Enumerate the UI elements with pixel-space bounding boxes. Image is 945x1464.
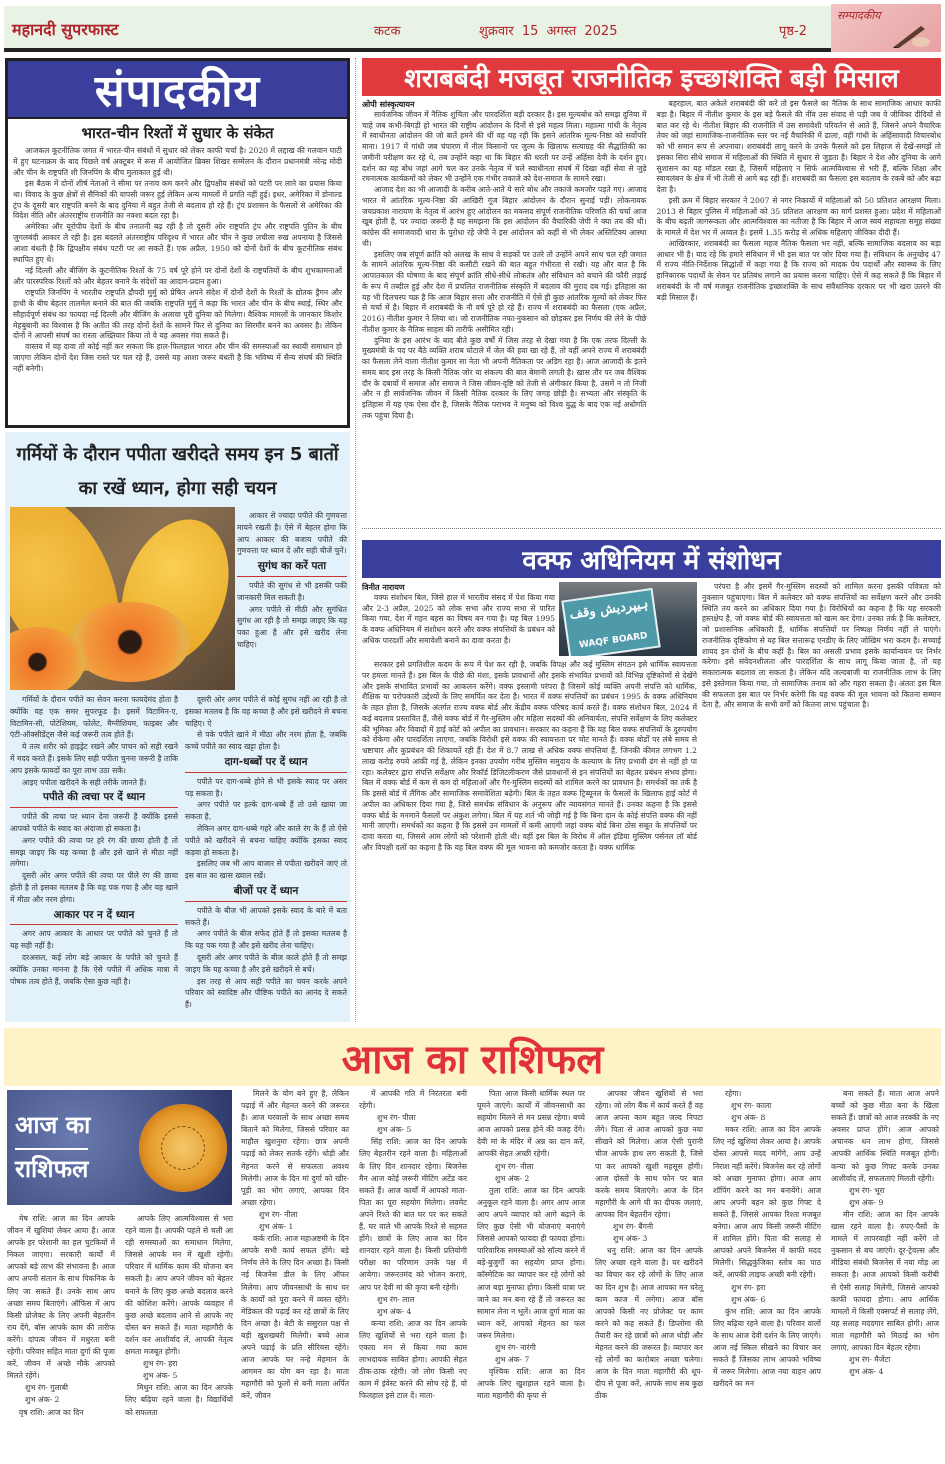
lucky-number: शुभ अंक- 1 (259, 1222, 294, 1232)
lucky-color: शुभ रंग- गुलाबी (25, 1383, 68, 1393)
lucky-number: शुभ अंक- 4 (849, 1367, 884, 1377)
waqf-signboard (561, 588, 660, 656)
section-heading-spots: दाग-धब्बों पर दें ध्यान (185, 753, 347, 773)
paragraph: नई दिल्ली और बीजिंग के कूटनीतिक रिश्तों के 75 वर्ष पूरे होने पर दोनों देशों के राष्ट्रपतियों के बीच शुभकामनाओं और पारस्परिक रिश्तों को और बेहतर बनाने के संदेशों का आदान-प्रदान हुआ। (13, 265, 342, 286)
paragraph: दूसरी ओर अगर पपीते से कोई सुगंध नहीं आ रही है तो इसका मतलब है कि वह कच्चा है और इसे खरीदने से बचना चाहिए। ऐ (185, 695, 347, 728)
page-number: पृष्ठ-2 (779, 24, 808, 39)
paragraph: ये तत्व शरीर को हाइड्रेट रखने और पाचन को सही रखने में मदद करते हैं। इसके लिए सही पपीता चुनना जरूरी है ताकि आप इसके फायदों का पूरा लाभ उठा सकें। (10, 742, 178, 775)
horoscope-banner (4, 1028, 941, 1086)
paragraph: इस तरह से आप सही पपीते का चयन करके अपने परिवार को स्वादिष्ट और पौष्टिक पपीते का आनंद दे सकते हैं। (185, 976, 347, 1010)
paragraph: पपीते की सुगंध से भी इसकी पकी जानकारी मिल सकती है। (237, 580, 347, 602)
paragraph: से पके पपीते खाने में मीठा और नरम होता है, जबकि कच्चे पपीते का स्वाद खट्टा होता है। (185, 730, 347, 752)
liquor-ban-banner (362, 58, 941, 96)
horoscope-entry: आपका जीवन खुशियों से भरा रहेगा। जो लोग बैंक में कार्य करते हैं वह आज अपना काम बहुत जल्द निपटा लेंगे। पिता से आज आपको कुछ नया सीखने को मिलेगा। आज ऐसी पुरानी चीज आपके हाथ लग सकती है, जिसे पा कर आपको खुशी महसूस होगी। आज दोस्तों के साथ फोन पर बात करके समय बिताएंगे। आज के दिन महागौरी के आगे घी का दीपक जलाएं, आपका दिन बेहतरीन रहेगा। (595, 1089, 703, 1219)
horoscope-entry: कन्या राशि: आज का दिन आपके लिए खुशियों से भरा रहने वाला है। एकाग्र मन से किया गया काम लाभदायक साबित होगा। आपकी सेहत ठीक-ठाक रहेगी। जो लोग किसी नए काम में इंवेस्ट करने की सोच रहे हैं, वो फिलहाल इसे टाल दें। माता- (359, 1318, 467, 1401)
liquor-ban-article (362, 58, 941, 523)
horoscope-entry: कुंभ राशि: आज का दिन आपके लिए बढ़िया रहने वाला है। परिवार वालों के साथ आज देवी दर्शन के लिए जाएंगे। आज नई स्किल सीखने का विचार कर सकते हैं जिसका लाभ आपको भविष्य में जरूर मिलेगा। आज नया वाहन आप खरीदने का मन (713, 1306, 821, 1389)
horoscope-entry: तुला राशि: आज का दिन आपके अनुकूल रहने वाला है। अगर आप आज आप अपने व्यापार को आगे बढ़ाने के लिए कुछ ऐसी भी योजनाएं बनाएंगे जिससे आपको फायदा ही फायदा होगा। पारिवारिक समस्याओं को सॉल्व करने में बड़े-बुजुर्गों का सहयोग प्राप्त होगा। कॉस्मेटिक का व्यापार कर रहे लोगों को आज बड़ा मुनाफा होगा। किसी यात्रा पर जाने का मन बना रहे हैं तो जरूरत का सामान लेना न भूलें। आज दुर्गा माता का ध्यान करें, आपको मेहनत का फल जरूर मिलेगा। (477, 1185, 585, 1340)
paragraph: दरअसल, कई लोग बड़े आकार के पपीते को चुनते हैं क्योंकि उनका मानना है कि ऐसे पपीते में अधिक मात्रा में पोषक तत्व होते हैं, जबकि ऐसा कुछ नहीं है। (10, 952, 178, 986)
paragraph: आखिरकार, शराबबंदी का फैसला महज नैतिक फैसला भर नहीं, बल्कि सामाजिक बदलाव का बड़ा आधार भी है। याद रहे कि हमारे संविधान में भी इस बात पर जोर दिया गया है। संविधान के अनुच्छेद 47 में राज्य नीति-निर्देशक सिद्धांतों में कहा गया है कि राज्य को मादक पेय पदार्थों और स्वास्थ्य के लिए हानिकारक पदार्थों के सेवन पर प्रतिबंध लगाने का प्रयास करना चाहिए। ऐसे में कह सकते हैं कि बिहार में शराबबंदी के नौ वर्ष मजबूत राजनीतिक इच्छाशक्ति के साथ संवैधानिक दरकार पर भी खरा उतरने की बड़ी मिसाल हैं। (656, 238, 941, 302)
paragraph: अगर पपीते के बीज सफेद होते हैं तो इसका मतलब है कि यह पक गया है और इसे खरीद लेना चाहिए। (185, 929, 347, 951)
section-heading-size: आकार पर न दें ध्यान (10, 906, 178, 926)
lucky-color: शुभ रंग- नीला (495, 1161, 534, 1171)
horoscope-entry: सिंह राशि: आज का दिन आपके लिए बेहतरीन रहने वाला है। महिलाओं के लिए दिन शानदार रहेगा। बिजनेस मैन आज कोई जरूरी मीटिंग अटेंड कर सकते हैं। आज कार्यों में आपको माता-पिता का पूरा सहयोग मिलेगा। लवमेट अपने रिश्ते की बात घर पर कर सकते हैं, घर वाले भी आपके रिश्ते से सहमत होंगे। छात्रों के लिए आज का दिन शानदार रहने वाला है। किसी प्रतियोगी परीक्षा का परिणाम उनके पक्ष में आयेगा। जरूरतमंद को भोजन कराएं, आप पर देवी मां की कृपा बनी रहेगी। (359, 1137, 467, 1292)
horoscope-entry: मिथुन राशि: आज का दिन आपके लिए बढ़िया रहने वाला है। विद्यार्थियों को सफलता (125, 1383, 233, 1417)
paragraph: वक्फ संशोधन बिल, जिसे हाल में भारतीय संसद में पेश किया गया और 2-3 अप्रैल, 2025 को लोक सभा और राज्य सभा से पारित किया गया, देश में गहन बहस का विषय बन गया है। यह बिल 1995 के वक्फ अधिनियम में संशोधन करने और वक्फ संपत्तियों के प्रबंधन को अधिक पारदर्शी और समावेशी बनाने का दावा करता है। (362, 592, 555, 645)
masthead (4, 6, 941, 52)
paragraph: इसलिए जब संपूर्ण क्रांति को अलख के साथ वे सड़कों पर उतरे तो उन्होंने अपने साथ चल रही जमात के सामने आंतरिक मूल्य-निष्ठा की कसौटी रखने की बात बहुत गंभीरता से रखी। यह और बात है कि आपातकाल की घोषणा के बाद संपूर्ण क्रांति सीधे-सीधे लोकतंत्र और संविधान को बचाने की फौरी लड़ाई के रूप में तब्दील हुई और देश में प्रचलित राजनीतिक संस्कृति में बदलाव की मुराद दब गई। इतिहास का यह भी दिलचस्प चक्र है कि आज बिहार सत्ता और राजनीति में ऐसे ही कुछ आंतरिक मूल्यों को लेकर फिर से चर्चा में है। बिहार में शराबबंदी के नौ वर्ष पूरे हो रहे हैं। राज्य में शराबबंदी का फैसला (एक अप्रैल, 2016) नीतीश कुमार ने लिया था। जो राजनीतिक नफा-नुकसान को छोड़कर इस निर्णय की लेने के पीछे नीतीश कुमार के नैतिक साहस की तारीफें असीमित रही। (362, 249, 647, 334)
lucky-color: शुभ रंग- बैंगनी (613, 1222, 654, 1232)
editorial-article (5, 58, 350, 428)
section-divider (362, 528, 941, 529)
waqf-board-photo (559, 582, 697, 656)
paragraph: अगर आप आकार के आधार पर पपीते को चुनते हैं तो यह सही नहीं है। (10, 929, 178, 951)
horoscope-columns (7, 1088, 941, 1464)
byline: ओपी सांस्कृत्यायन (362, 99, 415, 109)
lucky-color: शुभ रंग- मैजेंटा (849, 1355, 891, 1365)
paragraph: पपीते के बीज भी आपको इसके स्वाद के बारे में बता सकते हैं। (185, 905, 347, 927)
paragraph: अगर पपीते की त्वचा पर हरे रंग की छाया होती है तो समझ जाइए कि यह कच्चा है और इसे खाने से मीठा नहीं लगेगा। (10, 835, 178, 869)
horoscope-entry: धनु राशि: आज का दिन आपके लिए अच्छा रहने वाला है। घर खरीदने का विचार कर रहे लोगों के लिए आज का दिन शुभ है। आज आपका मन घरेलू काम काज में लगेगा। आज बॉस आपको किसी नए प्रोजेक्ट पर काम करने को कह सकते हैं। डिप्लोमा की तैयारी कर रहे छात्रों को आज थोड़ी और मेहनत करने की जरूरत है। व्यापार कर रहे लोगों का कारोबार अच्छा चलेगा। आज के दिन माता महागौरी की धूप-दीप से पूजा करें, आपके साथ सब कुछ ठीक (595, 1246, 703, 1401)
editorial-headline: भारत-चीन रिश्तों में सुधार के संकेत (81, 124, 274, 142)
paragraph: सरकार इसे प्रगतिशील कदम के रूप में पेश कर रही है, जबकि विपक्ष और कई मुस्लिम संगठन इसे धार्मिक स्वायत्तता पर हमला मानते हैं। इस बिल के पीछे की मंशा, इसके प्रावधानों और इसके संभावित प्रभावों को विभिन्न दृष्टिकोणों से देखेंगे और इसके संभावित प्रभावों का आकलन करेंगे। वक्फ इस्लामी परंपरा है जिसमें कोई व्यक्ति अपनी संपत्ति को धार्मिक, शैक्षिक या परोपकारी उद्देश्यों के लिए समर्पित कर देता है। भारत में वक्फ संपत्तियों का प्रबंधन 1995 के वक्फ अधिनियम के तहत होता है, जिसके अंतर्गत राज्य वक्फ बोर्ड और केंद्रीय वक्फ परिषद कार्य करते हैं। वक्फ संशोधन बिल, 2024 में कई बदलाव प्रस्तावित हैं, जैसे वक्फ बोर्ड में गैर-मुस्लिम और महिला सदस्यों की अनिवार्यता, संपत्ति सर्वेक्षण के लिए कलेक्टर की भूमिका और विवादों में हाई कोर्ट को अपील का प्रावधान। सरकार का कहना है कि यह बिल वक्फ संपत्तियों के दुरुपयोग को रोकेगा और पारदर्शिता लाएगा, जबकि विरोधी इसे वक्फ की स्वायत्तता पर चोट मानते हैं। वक्फ बोर्डों पर लंबे समय से भ्रष्टाचार और कुप्रबंधन की शिकायतें रही हैं। देश में 8.7 लाख से अधिक वक्फ संपत्तियां हैं, जिनकी कीमत लगभग 1.2 लाख करोड़ रुपये आंकी गई है, लेकिन इनका उपयोग गरीब मुस्लिम समुदाय के कल्याण के लिए प्रभावी ढंग से नहीं हो पा रहा। कलेक्टर द्वारा संपत्ति सर्वेक्षण और रिकॉर्ड डिजिटलीकरण जैसे प्रावधानों से इन संपत्तियों का बेहतर प्रबंधन संभव होगा। बिल में वक्फ बोर्ड में कम से कम दो महिलाओं और गैर-मुस्लिम सदस्यों को शामिल करने का प्रावधान है। समर्थकों का तर्क है कि इससे बोर्ड में लैंगिक और सामाजिक समावेशिता बढ़ेगी। बिल के तहत वक्फ ट्रिब्यूनल के फैसलों के खिलाफ हाई कोर्ट में अपील का अधिकार दिया गया है, जिसे समर्थक संविधान के अनुरूप और न्यायसंगत मानते हैं। उनका कहना है कि इससे वक्फ बोर्ड के मनमाने फैसलों पर अंकुश लगेगा। बिल में यह शर्त भी जोड़ी गई है कि बिना दान के कोई संपत्ति वक्फ की नहीं मानी जाएगी। समर्थकों का कहना है कि इससे उन मामलों में कमी आएगी जहां वक्फ बोर्ड बिना ठोस सबूत के संपत्तियों पर दावा करता था, जिससे आम लोगों को परेशानी होती थी। वहीं इस बिल के विरोध में ऑल इंडिया मुस्लिम पर्सनल लॉ बोर्ड और विपक्षी दलों का कहना है कि यह बिल वक्फ की मूल भावना को कमजोर करता है। वक्फ धार्मिक (362, 660, 697, 852)
horoscope-column (595, 1088, 703, 1402)
lucky-number: शुभ अंक- 2 (495, 1173, 530, 1183)
paragraph: लेकिन अगर दाग-धब्बे गहरे और काले रंग के हैं तो ऐसे पपीते को खरीदने से बचना चाहिए क्योंकि इसका स्वाद कड़वा हो सकता है। (185, 823, 347, 857)
liquor-ban-right-column (657, 99, 942, 422)
pen-writing-icon (891, 22, 931, 48)
paragraph: अमेरिका और यूरोपीय देशों के बीच तनातनी बढ़ रही है तो दूसरी ओर राष्ट्रपति ट्रंप और राष्ट्रपति पुतिन के बीच जुगलबंदी आकार ले रही है। इस बदलते अंतरराष्ट्रीय परिदृश्य में भारत और चीन ने कुछ लचीला रुख अपनाया है जिससे आशा बंधती है कि द्विपक्षीय संबंध पटरी पर आ सकते हैं। एक अप्रैल, 1950 को दोनों देशों के बीच कूटनीतिक संबंध स्थापित हुए थे। (13, 222, 342, 265)
horoscope-column (241, 1088, 349, 1402)
signboard-english-text: WAQF BOARD (578, 631, 649, 651)
paragraph: इसलिए जब भी आप बाजार से पपीता खरीदने जाएं तो इस बात का खास ख्याल रखें। (185, 859, 347, 881)
horoscope-column (713, 1088, 821, 1390)
lucky-color: शुभ रंग- हरा (143, 1359, 178, 1369)
horoscope-entry: कर्क राशि: आज महाअष्टमी के दिन आपके सभी कार्य सफल होंगे। बड़े निर्णय लेने के लिए दिन अच्छा है। किसी नई बिजनेस डील के लिए ऑफर मिलेगा। आप जीवनसाथी के साथ घर के कार्यों को पूरा करने में व्यस्त रहेंगे। मेडिकल की पढ़ाई कर रहे छात्रों के लिए दिन अच्छा है। बेटी के ससुराल पक्ष से बड़ी खुशखबरी मिलेगी। बच्चे आज अपने पढ़ाई के प्रति सीरियस रहेंगे। आज आपके घर नन्हे मेहमान के आगमन का योग बन रहा है। माता महागौरी को फूलों से बनी माला अर्पित करें, जीवन (241, 1234, 349, 1401)
section-badge (831, 4, 941, 52)
waqf-banner (362, 540, 941, 578)
editorial-banner-title: संपादकीय (94, 66, 261, 117)
lucky-color: शुभ रंग- भूरा (849, 1185, 885, 1195)
lucky-color: शुभ रंग- हरा (731, 1282, 766, 1292)
paragraph: राष्ट्रपति जिनपिंग ने भारतीय राष्ट्रपति द्रौपदी मुर्मु को प्रेषित अपने संदेश में दोनों देशों के रिश्तों के द्योतक ड्रैगन और हाथी के बीच बेहतर तालमेल बनाने की बात की जबकि राष्ट्रपति मुर्मु ने कहा कि भारत और चीन के बीच स्थाई, स्थिर और सौहार्दपूर्ण संबंध का फायदा नई दिल्ली और बीजिंग के अलावा पूरी दुनिया को मिलेगा। वैश्विक मामलों के जानकार किशोर मेहबुबानी का विश्वास है कि अतीत की तरह दोनों देशों के सामने फिर से दुनिया का सिरमौर बनने का अवसर है। लेकिन दोनों ने आपसी संघर्ष का रास्ता अख्तियार किया तो वे यह अवसर गंवा सकते हैं। (13, 287, 342, 341)
lucky-color: शुभ रंग- नीला (259, 1209, 298, 1219)
horoscope-column (7, 1213, 115, 1419)
horoscope-column (831, 1088, 939, 1378)
paragraph: पपीते की त्वचा पर ध्यान देना जरूरी है क्योंकि इससे आपको पपीते के स्वाद का अंदाजा हो सकता है। (10, 812, 178, 833)
horoscope-image-title-line1: आज का (15, 1111, 91, 1139)
papaya-article (5, 432, 350, 1022)
edition-city: कटक (374, 24, 401, 39)
lucky-number: शुभ अंक- 6 (731, 1294, 766, 1304)
waqf-body (362, 660, 941, 854)
papaya-intro (237, 510, 347, 651)
lucky-color: शुभ रंग- नारंगी (495, 1342, 536, 1352)
paragraph: अगर पपीते पर हल्के दाग-धब्बे हैं तो उसे खाया जा सकता है, (185, 800, 347, 822)
lucky-number: शुभ अंक- 2 (25, 1395, 60, 1405)
paragraph: दूसरी ओर अगर पपीते के बीज काले होते हैं तो समझ जाइए कि यह कच्चा है और इसे खरीदने से बचें। (185, 952, 347, 974)
papaya-photo (10, 507, 235, 690)
waqf-middle-column (362, 660, 697, 854)
liquor-ban-headline: शराबबंदी मजबूत राजनीतिक इच्छाशक्ति बड़ी मिसाल (404, 64, 899, 94)
column-divider (355, 58, 356, 1022)
paragraph: परंपरा है और इसमें गैर-मुस्लिम सदस्यों को शामिल करना इसकी पवित्रता को नुकसान पहुंचाएगा। बिल में कलेक्टर को वक्फ संपत्तियों का सर्वेक्षण करने और उनकी स्थिति तय करने का अधिकार दिया गया है। विरोधियों का कहना है कि यह सरकारी हस्तक्षेप है, जो वक्फ बोर्ड की स्वायत्तता को खत्म कर देगा। उनका तर्क है कि कलेक्टर, जो प्रशासनिक अधिकारी हैं, धार्मिक संपत्तियों पर निष्पक्ष निर्णय नहीं ले पाएंगे। राजनीतिक दृष्टिकोण से यह बिल सत्तारूढ़ एनडीए के लिए जोखिम भरा कदम है। सच्चाई शायद इन दोनों के बीच कहीं है। बिल का असली प्रभाव इसके कार्यान्वयन पर निर्भर करेगा। इसे संवेदनशीलता और पारदर्शिता के साथ लागू किया जाता है, तो यह सकारात्मक बदलाव ला सकता है। लेकिन यदि जल्दबाजी या राजनीतिक लाभ के लिए इसे इस्तेमाल किया गया, तो सामाजिक तनाव को और गहरा सकता है। अंततः इस बिल की सफलता इस बात पर निर्भर करेगी कि यह वक्फ की मूल भावना को कितना सम्मान देता है, और समाज के सभी वर्गों को कितना लाभ पहुंचाता है। (702, 582, 941, 710)
papaya-right-column (185, 694, 347, 1011)
paragraph: गर्मियों के दौरान पपीते का सेवन करना फायदेमंद होता है क्योंकि यह एक समर सुपरफूड है। इसमें विटामिन-ए, विटामिन-सी, पोटेशियम, फोलेट, मैग्नीशियम, फाइबर और एंटी-ऑक्सीडेंट्स जैसे कई जरूरी तत्व होते हैं। (10, 695, 178, 740)
section-heading-smell: सुगंध का करें पता (237, 557, 347, 577)
horoscope-entry: पिता आज किसी धार्मिक स्थल पर घूमने जाएंगे। कार्यों में जीवनसाथी का सहयोग मिलने से मन प्रसन्न रहेगा। बच्चे आज आपको प्रसन्न होने की वजह देंगे। देवी मां के मंदिर में अन्न का दान करें, आपकी सेहत अच्छी रहेगी। (477, 1089, 585, 1159)
paragraph: दुनिया के इस आरंभ के बाद बीते कुछ वर्षों में जिस तरह से देखा गया है कि एक तरफ दिल्ली के मुख्यमंत्री के पद पर बैठे व्यक्ति शराब घोटाले में जेल की हवा खा रहे हैं, तो वहीं अपने राज्य में शराबबंदी का फैसला लेने वाला नीतीश कुमार सा नेता भी अपनी नैतिकता पर अडिग रहा है। आज आजादी के इतने समय बाद इस तरह के किसी नैतिक जोर या संकल्प की बात बेमानी लगती है। खास तौर पर जब वैश्विक दौर के दबावों में समाज और समाज ने जिस जीवन-दृष्टि को तेजी से अंगीकार किया है, उसमें न तो निजी और न ही सार्वजनिक जीवन में किसी नैतिक दरकार के लिए जगह छोड़ी है। सभ्यता और संस्कृति के इतिहास में यह एक ऐसा दौर है, जिसके नैतिक पराभव ने मनुष्य को विश्व युद्ध के बाद एक नई अधोगति तक पहुंचा दिया है। (362, 335, 647, 420)
horoscope-entry: रहेगा। (725, 1089, 742, 1098)
horoscope-entry: मिलने के योग बने हुए है, लेकिन पढ़ाई में और मेहनत करने की जरूरत है। आज घरवालों के साथ अच्छा समय बिताने को मिलेगा, जिससे परिवार का माहौल खुशनुमा रहेगा। छात्र अपनी पढ़ाई को लेकर सतर्क रहेंगे। थोड़ी और मेहनत करने से सफलता अवश्य मिलेगी। आज के दिन मां दुर्गा को खीर-पूड़ी का भोग लगाएं, आपका दिन अच्छा रहेगा। (241, 1089, 349, 1207)
horoscope-image-title-line2: राशिफल (15, 1148, 88, 1185)
paragraph: इसी क्रम में बिहार सरकार ने 2007 से नगर निकायों में महिलाओं को 50 प्रतिशत आरक्षण मिला। 2013 से बिहार पुलिस में महिलाओं को 35 प्रतिशत आरक्षण का मार्ग प्रशस्त हुआ। प्रदेश में महिलाओं के बीच बढ़ती जागरूकता और आत्मविश्वास का नतीजा है कि बिहार में आज स्वयं सहायता समूह संख्या के मामले में देश भर में अव्वल है। इसमें 1.35 करोड़ से अधिक महिलाएं जीविका दीदी हैं। (656, 195, 941, 237)
lucky-color: शुभ रंग- लाल (377, 1294, 415, 1304)
horoscope-column (477, 1088, 585, 1402)
horoscope-entry: मेष राशि: आज का दिन आपके जीवन में खुशियां लेकर आया है। आज आपके हर परेशानी का हल चुटकियों में निकल जाएगा। सरकारी कार्यों में आपको बड़े लाभ की संभावना है। आज आप अपनी संतान के साथ पिकनिक के लिए जा सकते हैं। उनके साथ आप अच्छा समय बिताएंगे। ऑफिस में आप किसी प्रोजेक्ट के लिए अपनी बेहतरीन राय देंगे, बॉस आपके काम की तारीफ करेंगे। दांपत्य जीवन में मधुरता बनी रहेगी। परिवार सहित माता दुर्गा की पूजा करें, जीवन में अच्छे मौके आपको मिलते रहेंगे। (7, 1214, 115, 1381)
paragraph: पपीते पर दाग-धब्बे होने से भी इसके स्वाद पर असर पड़ सकता है। (185, 776, 347, 798)
horoscope-title: आज का राशिफल (341, 1036, 604, 1083)
signboard-urdu-text: ہیپردیش وقف (568, 596, 650, 623)
horoscope-entry: में आपकी गति में निरंतरता बनी रहेगी। (359, 1089, 467, 1111)
waqf-headline: वक्फ अधिनियम में संशोधन (522, 546, 781, 576)
paragraph: अगर पपीते से मीठी और सुगंधित सुगंध आ रही है तो समझ जाइए कि यह पका हुआ है और इसे खरीद लेना चाहिए। (237, 604, 347, 649)
papaya-left-column (10, 694, 178, 987)
paragraph: सार्वजनिक जीवन में नैतिक शुचिता और पारदर्शिता बड़ी दरकार है। इस मूल्यबोध को समझ दुनिया में चाहे जब कभी-बिगड़ी हो भारत की राष्ट्रीय आंदोलन के दिनों से इसे महत्व मिला। महात्मा गांधी के नेतृत्व में स्वाधीनता आंदोलन की जो बातें हमने की थीं वह यह रही कि इसने आंतरिक मूल्य-निष्ठा को सर्वोपरि माना। 1917 में गांधी जब चंपारण में नील किसानों पर जुल्म के खिलाफ सत्याग्रह की सैद्धांतिकी का जमीनी परीक्षण कर रहे थे, तब उन्होंने कहा था कि बिहार की धरती पर उन्हें अहिंसा देवी के दर्शन हुए। दर्शन का यह बोध जहां आगे चल कर उनके नेतृत्व में चले स्वाधीनता संघर्ष में दिखा वहीं सेवा से जुड़े रचनात्मक कार्यक्रमों को लेकर भी उन्होंने एक गंभीर तकाजे को देश-समाज के सामने रखा। (362, 109, 647, 184)
lucky-color: शुभ रंग- पीला (377, 1113, 416, 1123)
section-heading-seeds: बीजों पर दें ध्यान (185, 882, 347, 902)
paragraph: दूसरी ओर अगर पपीते की त्वचा पर पीले रंग की छाया होती है तो इसका मतलब है कि यह पक गया है और यह खाने में मीठा और नरम होगा। (10, 871, 178, 904)
paragraph: वास्तव में यह दावा तो कोई नहीं कर सकता कि हाल-फिलहाल भारत और चीन की समस्याओं का स्थायी समाधान हो जाएगा लेकिन दोनों देश जिस रास्ते पर चल रहे हैं, उससे यह आशा जरूर बंधती है कि भविष्य में सैन्य संघर्ष की स्थिति नहीं बनेगी। (13, 342, 342, 374)
editorial-banner (8, 61, 347, 119)
paragraph: इस बैठक में दोनों शीर्ष नेताओं ने सीमा पर तनाव कम करने और द्विपक्षीय संबंधों को पटरी पर लाने का प्रयास किया था। विवाद के कुछ क्षेत्रों से सैनिकों की वापसी जरूर हुई लेकिन अन्य मामलों में प्रगति नहीं हुई। इधर, अमेरिका में डोनाल्ड ट्रंप के दूसरी बार राष्ट्रपति बनने के बाद दुनिया में बहुत तेजी से बदलाव हो रहे हैं। ट्रंप प्रशासन के फैसलों से अमेरिका की विदेश नीति और अंतरराष्ट्रीय राजनीति का नक्शा बदल रहा है। (13, 178, 342, 221)
horoscope-entry: मीन राशि: आज का दिन आपके खास रहने वाला है। रुपए-पैसों के मामले में लापरवाही नहीं करेंगे तो नुकसान से बच जाएंगे। दूर-ट्रेवल्स और मीडिया संबंधी बिजनेस में नया मोड़ आ सकता है। आज आपको किसी करीबी से ऐसी सलाह मिलेगी, जिससे आपको काफी फायदा होगा। आप आर्थिक मामलों में किसी एक्सपर्ट से सलाह लेंगे, यह सलाह मददगार साबित होगी। आज माता महागौरी को मिठाई का भोग लगाएं, आपका दिन बेहतर रहेगा। (831, 1209, 939, 1352)
horoscope-column (125, 1213, 233, 1419)
lucky-number: शुभ अंक- 5 (143, 1371, 178, 1381)
byline: विनीत नारायण (362, 582, 405, 592)
lucky-color: शुभ रंग- काला (731, 1101, 772, 1111)
horoscope-entry: मकर राशि: आज का दिन आपके लिए नई खुशियां लेकर आया है। आपके दोस्त आपसे मदद मांगेंगे, आप उन्हें निराश नहीं करेंगे। बिजनेस कर रहे लोगों को अच्छा मुनाफा होगा। आज आप शॉपिंग करने का मन बनायेंगे। आज आप अपनी बहन को कुछ गिफ्ट दे सकते हैं, जिससे आपका रिश्ता मजबूत बनेगा। आज आप किसी जरूरी मीटिंग में शामिल होंगे। पिता की सलाह से आपको अपने बिजनेस में काफी मदद मिलेगी। सिद्धकुंजिका स्तोत्र का पाठ करें, आपकी लाइफ अच्छी बनी रहेगी। (713, 1125, 821, 1280)
papaya-headline: गर्मियों के दौरान पपीता खरीदते समय इन 5 बातों का रखें ध्यान, होगा सही चयन (16, 444, 339, 499)
paragraph: बहरहाल, बात अकेले शराबबंदी की करें तो इस फैसले का नैतिक के साथ सामाजिक आधार काफी बड़ा है। बिहार में नीतीश कुमार के इस बड़े फैसले की नींव उस संवाद से पड़ी जब वे जीविका दीदियों से बात कर रहे थे। नीतीश बिहार की राजनीति में उस समावेशी परिवर्तन से आते हैं, जिसने अपने वैचारिक तेवर को जहां सामाजिक-राजनीतिक स्तर पर नई वैचारिकी में ढाला, वहीं गांधी के अहिंसावादी विचारबोध को भी समान रूप से अपनाया। शराबबंदी लागू करने के उनके फैसले को इस लिहाज से देखें-समझें तो इसका सिरा सीधे समाज में महिलाओं की स्थिति में सुधार से जुड़ता है। बिहार ने देश और दुनिया के आगे सुशासन का यह मॉडल रखा है, जिसमें महिलाएं न सिर्फ आत्मविश्वास से भरी हैं, बल्कि शिक्षा और स्वावलंबन के क्षेत्र में भी तेजी से आगे बढ़ रही हैं। शराबबंदी का फैसला इस बदलाव के रकबे को और बढ़ा देता है। (656, 99, 941, 194)
newspaper-name: महानदी सुपरफास्ट (12, 20, 119, 39)
horoscope-entry: वृश्चिक राशि: आज का दिन आपके लिए खुशहाल रहने वाला है। माता महागौरी की कृपा से (477, 1367, 585, 1401)
lucky-number: शुभ अंक- 3 (613, 1234, 648, 1244)
horoscope-entry: वृष राशि: आज का दिन (19, 1407, 84, 1417)
lucky-number: शुभ अंक- 8 (731, 1113, 766, 1123)
paragraph: आइए पपीता खरीदने के सही तरीके जानते हैं। (22, 777, 147, 787)
waqf-left-column (362, 582, 555, 647)
horoscope-entry: बना सकते हैं। माता आज अपने बच्चों को कुछ मीठा बना के खिला सकते हैं। छात्रों को आज तरक्की के नए अवसर प्राप्त होंगे। आज आपको अचानक धन लाभ होगा, जिससे आपकी आर्थिक स्थिति मजबूत होगी। कन्या को कुछ गिफ्ट करके उनका आशीर्वाद लें, सफलताएं मिलती रहेंगी। (831, 1089, 939, 1183)
paragraph: आजाद देश का भी आजादी के करीब आते-आते ये सारे बोध और तकाजे कमजोर पड़ते गए। आजाद भारत में आंतरिक मूल्य-निष्ठा की आखिरी गूंज बिहार आंदोलन के दौरान सुनाई पड़ी। लोकनायक जयप्रकाश नारायण के नेतृत्व में आरंभ हुए आंदोलन का मकसद संपूर्ण राजनीतिक परिणति की चर्चा आज खूब होती है, पर ज्यादा जरूरी है यह समझना कि इस आंदोलन की वैचारिकी जेपी ने क्या तय की थी। कांग्रेस की समाजवादी धारा के पुरोधा रहे जेपी ने इस आंदोलन को कहीं से भी लेकर अस्तिटिक्य आस्था थी। (362, 185, 647, 248)
edition-date: शुक्रवार 15 अगस्त 2025 (479, 24, 618, 39)
lucky-number: शुभ अंक- 9 (849, 1197, 884, 1207)
lucky-number: शुभ अंक- 4 (377, 1306, 412, 1316)
horoscope-entry: आपके लिए आत्मविश्वास से भरा रहने वाला है। आपकी पहले से चली आ रही समस्याओं का समाधान मिलेगा, जिससे आपके मन में खुशी रहेगी। परिवार में धार्मिक काम की योजना बन सकती है। आप अपने जीवन को बेहतर बनाने के लिए कुछ अच्छे बदलाव करने की कोशिश करेंगे। आपके व्यवहार में कुछ अच्छे बदलाव आने से आपके नए दोस्त बन सकते हैं। माता महागौरी के दर्शन कर आशीर्वाद लें, आपकी नेतृत्व क्षमता मजबूत होगी। (125, 1214, 233, 1357)
paragraph: आकार से ज्यादा पपीते की गुणवत्ता मायने रखती है। ऐसे में बेहतर होगा कि आप आकार की बजाय पपीते की गुणवत्ता पर ध्यान दें और सही चीजें चुनें। (237, 511, 347, 556)
section-heading-skin: पपीते की त्वचा पर दें ध्यान (10, 788, 178, 808)
liquor-ban-left-column (362, 99, 647, 422)
editorial-body (8, 146, 347, 375)
lucky-number: शुभ अंक- 7 (495, 1355, 530, 1365)
lucky-number: शुभ अंक- 5 (377, 1125, 412, 1135)
waqf-article (362, 540, 941, 1020)
section-badge-label: सम्पादकीय (837, 9, 881, 22)
horoscope-column (359, 1088, 467, 1402)
paragraph: आजकल कूटनीतिक जगत में भारत-चीन संबंधों में सुधार को लेकर काफी चर्चा है। 2020 में लद्दाख की गलवान घाटी में हुए घटनाक्रम के बाद पिछले वर्ष अक्टूबर में रूस में आयोजित ब्रिक्स शिखर सम्मेलन के दौरान प्रधानमंत्री नरेन्द्र मोदी और चीन के राष्ट्रपति शी जिनपिंग के बीच मुलाकात हुई थी। (13, 146, 342, 177)
